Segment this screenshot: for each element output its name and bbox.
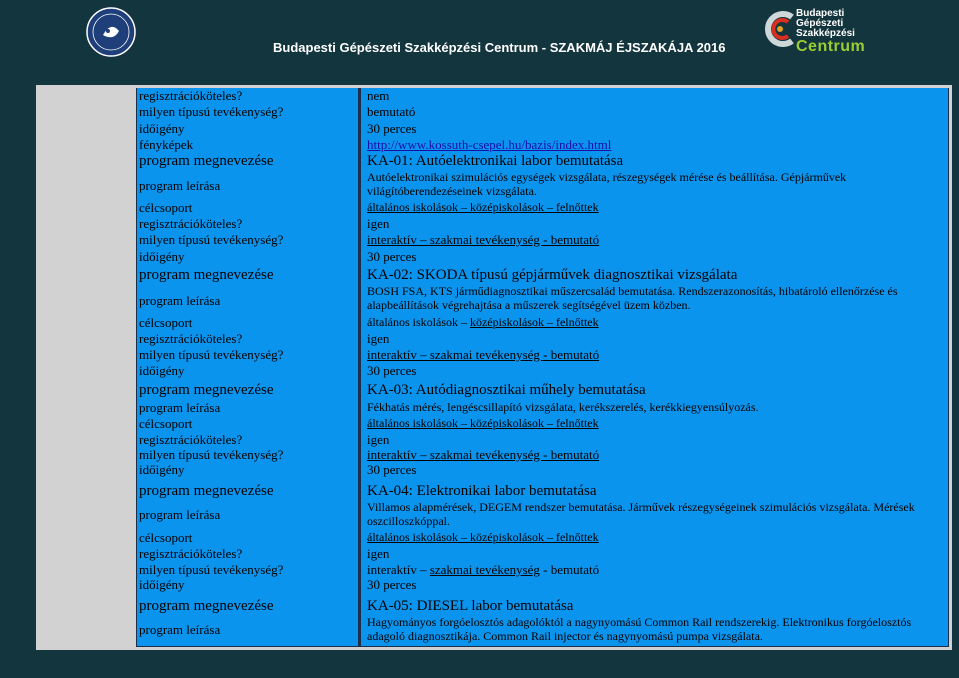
label-registration: regisztrációköteles? [139,331,243,346]
program-title: KA-02: SKODA típusú gépjárművek diagnosztikai vizsgálata [367,267,738,283]
label-registration: regisztrációköteles? [139,432,243,447]
program-activity-type: interaktív – szakmai tevékenység - bemutató [367,447,600,462]
program-title: KA-03: Autódiagnosztikai műhely bemutatása [367,382,646,398]
program-description: Hagyományos forgóelosztós adagolóktól a nagynyomású Common Rail rendszerekig. Elektronikus forgóelosztós adagoló diagnosztikája. Common Rail injector és nagynyomású pumpa vizsgálata. [367,615,912,643]
program-target: általános iskolások – középiskolások – felnőttek [367,200,599,214]
program-activity-type: interaktív – szakmai tevékenység - bemutató [367,347,600,362]
page-title: Budapesti Gépészeti Szakképzési Centrum - SZAKMÁJ ÉJSZAKÁJA 2016 [273,40,726,55]
label-photos: fényképek [139,137,194,152]
label-duration: időigény [139,462,185,477]
program-target: általános iskolások – középiskolások – felnőttek [367,315,599,329]
program-title: KA-04: Elektronikai labor bemutatása [367,483,597,499]
program-activity-type: interaktív – szakmai tevékenység - bemutató [367,232,600,247]
label-program-description: program leírása [139,178,221,193]
label-activity-type: milyen típusú tevékenység? [139,347,284,362]
label-program-name: program megnevezése [139,153,274,169]
label-target-group: célcsoport [139,315,193,330]
label-registration: regisztrációköteles? [139,546,243,561]
label-program-name: program megnevezése [139,483,274,499]
program-registration: igen [367,331,390,346]
label-program-name: program megnevezése [139,382,274,398]
label-target-group: célcsoport [139,530,193,545]
program-activity-type: interaktív – szakmai tevékenység - bemutató [367,562,600,577]
program-description: Fékhatás mérés, lengéscsillapító vizsgálata, kerékszerelés, kerékkiegyensúlyozás. [367,400,759,414]
program-registration: igen [367,432,390,447]
program-description: Autóelektronikai szimulációs egységek vizsgálata, részegységek mérése és beállítása. Gépjárművek világítóberendezéseinek vizsgálata. [367,170,847,198]
value-activity-type: bemutató [367,104,416,119]
label-target-group: célcsoport [139,416,193,431]
label-duration: időigény [139,121,185,136]
program-duration: 30 perces [367,462,417,477]
value-registration: nem [367,88,390,103]
label-activity-type: milyen típusú tevékenység? [139,447,284,462]
program-title: KA-01: Autóelektronikai labor bemutatása [367,153,624,169]
centrum-logo-text: Budapesti Gépészeti Szakképzési Centrum [796,8,866,55]
centrum-emblem-icon [762,9,798,49]
program-duration: 30 perces [367,249,417,264]
school-logo-icon [86,7,136,57]
program-title: KA-05: DIESEL labor bemutatása [367,598,574,614]
program-registration: igen [367,546,390,561]
program-duration: 30 perces [367,363,417,378]
label-activity-type: milyen típusú tevékenység? [139,562,284,577]
label-activity-type: milyen típusú tevékenység? [139,232,284,247]
label-registration: regisztrációköteles? [139,216,243,231]
label-registration: regisztrációköteles? [139,88,243,103]
label-program-description: program leírása [139,622,221,637]
centrum-logo [762,8,866,57]
value-duration: 30 perces [367,121,417,136]
program-description: Villamos alapmérések, DEGEM rendszer bemutatása. Járművek részegységeinek szimulációs vizsgálata. Mérések oszcilloszkóppal. [367,500,915,528]
label-activity-type: milyen típusú tevékenység? [139,104,284,119]
label-program-name: program megnevezése [139,598,274,614]
program-target: általános iskolások – középiskolások – felnőttek [367,530,599,544]
label-program-description: program leírása [139,507,221,522]
label-duration: időigény [139,363,185,378]
program-target: általános iskolások – középiskolások – felnőttek [367,416,599,430]
program-registration: igen [367,216,390,231]
program-description: BOSH FSA, KTS járműdiagnosztikai műszercsalád bemutatása. Rendszerazonosítás, hibatároló ellenőrzése és alapbeállítások végrehajtása a műszerek segítségével üzem közben. [367,284,898,312]
page-header [0,0,959,82]
label-target-group: célcsoport [139,200,193,215]
label-program-description: program leírása [139,400,221,415]
label-program-description: program leírása [139,293,221,308]
program-duration: 30 perces [367,577,417,592]
photos-link[interactable]: http://www.kossuth-csepel.hu/bazis/index.html [367,137,612,152]
label-duration: időigény [139,577,185,592]
label-duration: időigény [139,249,185,264]
label-program-name: program megnevezése [139,267,274,283]
